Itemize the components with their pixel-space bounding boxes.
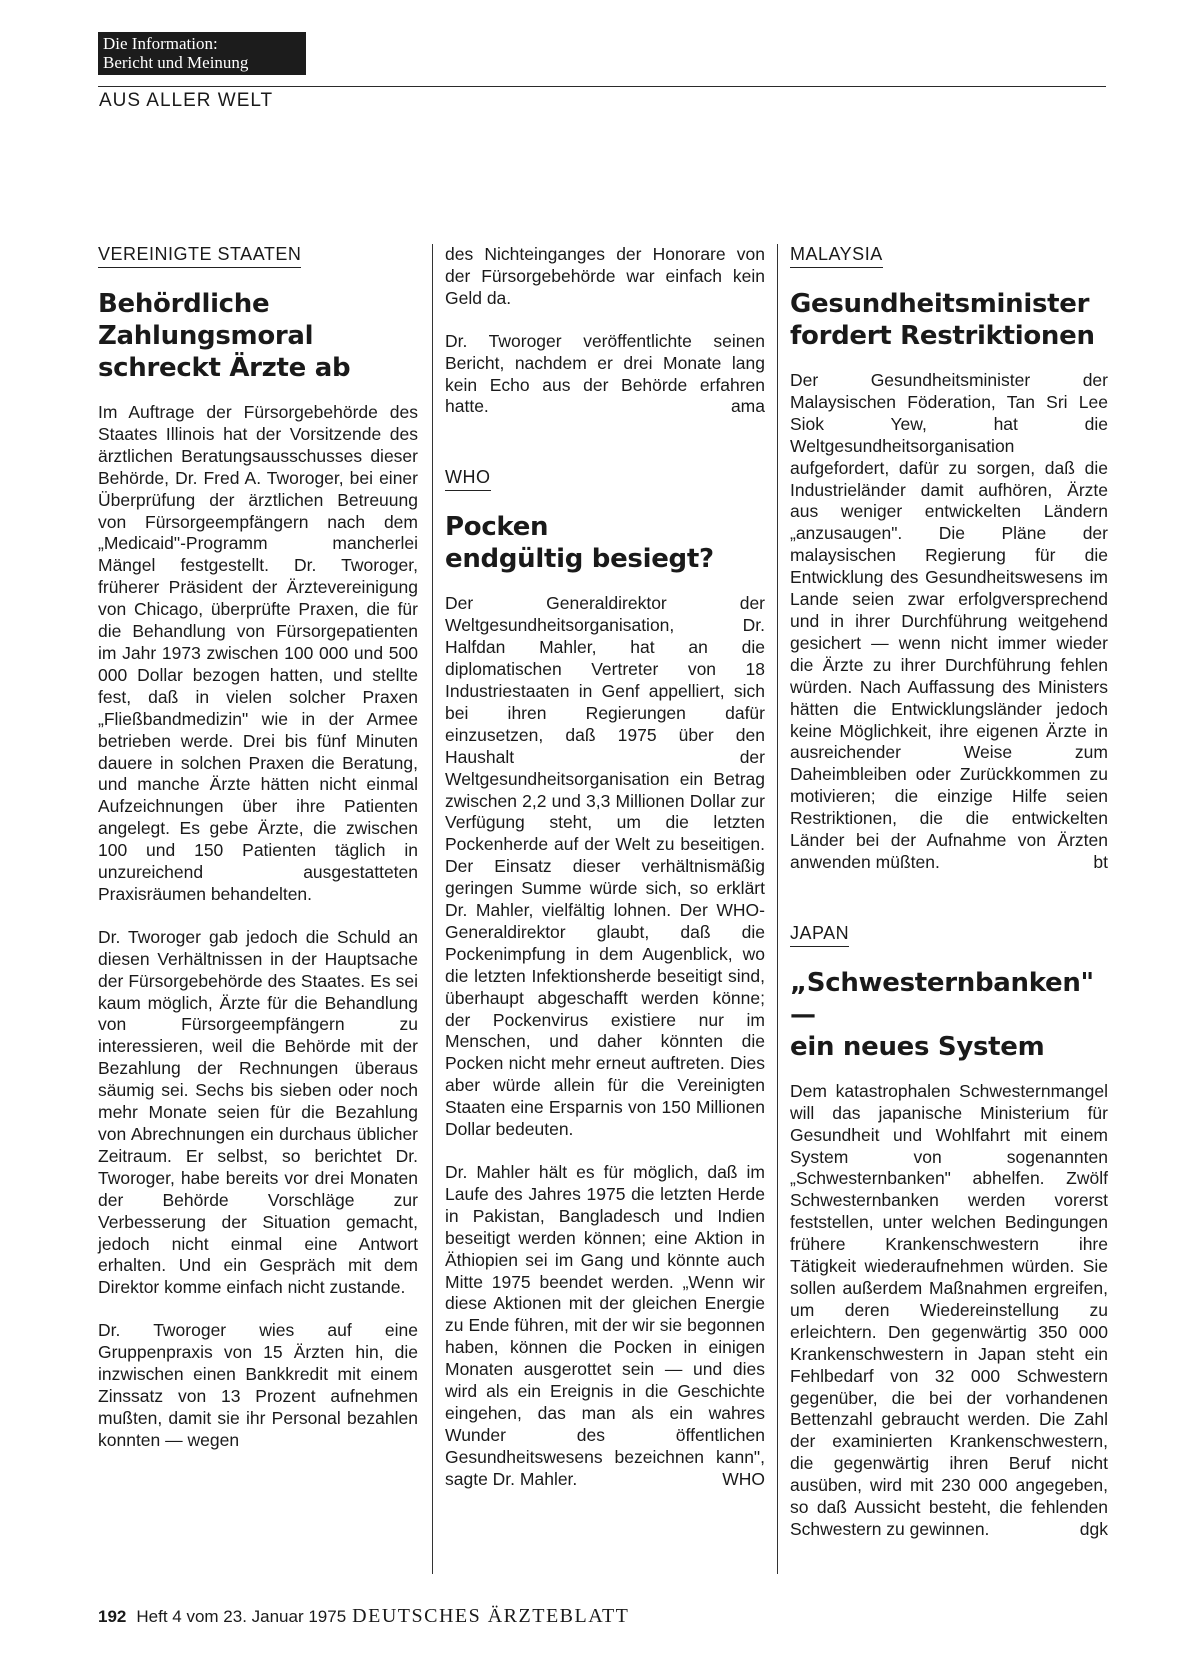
brand-line-2: Bericht und Meinung	[103, 53, 249, 72]
headline-line: Behördliche	[98, 289, 270, 319]
headline-line: schreckt Ärzte ab	[98, 353, 351, 383]
column-divider-1	[432, 244, 433, 1574]
author-signature: dgk	[1079, 1518, 1108, 1539]
paragraph-text: Dr. Tworoger veröffentlichte seinen Bericht, nachdem er drei Monate lang kein Echo aus der Behörde erfahren hatte.	[445, 330, 765, 417]
paragraph: Dr. Tworoger gab jedoch die Schuld an diesen Verhältnissen in der Hauptsache der Fürsorgebehörde des Staates. Es sei kaum möglich, Ärzte für die Behandlung von Fürsorgeempfängern zu interessieren, weil die Behörde mit der Bezahlung der Rechnungen überaus säumig sei. Sechs bis sieben oder noch mehr Monate seien für die Bezahlung von Abrechnungen ein durchaus üblicher Zeitraum. Er selbst, so berichtet Dr. Tworoger, habe bereits vor drei Monaten der Behörde Vorschläge zur Verbesserung der Situation gemacht, jedoch nicht einmal eine Antwort erhalten. Und ein Gespräch mit dem Direktor komme einfach nicht zustande.	[98, 926, 418, 1298]
article-usa-continued	[445, 244, 765, 418]
headline-line: „Schwesternbanken" —	[790, 967, 1094, 1030]
paragraph	[445, 1162, 765, 1491]
page-footer	[98, 1605, 629, 1628]
section-label: AUS ALLER WELT	[99, 90, 274, 111]
country-label: JAPAN	[790, 923, 849, 947]
brand-box	[98, 32, 306, 75]
top-rule	[98, 86, 1106, 87]
paragraph-text: Der Gesundheitsminister der Malaysischen Föderation, Tan Sri Lee Siok Yew, hat die Weltgesundheitsorganisation aufgefordert, dafür zu sorgen, daß die Industrieländer damit aufhören, Ärzte aus weniger entwickelten Ländern „anzusaugen". Die Pläne der malaysischen Regierung für die Entwicklung des Gesundheitswesens im Lande seien zwar erfolgversprechend und in ihrer Durchführung weitgehend gesichert — wenn nicht immer wieder die Ärzte zu ihrer Durchführung fehlen würden. Nach Auffassung des Ministers hätten die Entwicklungsländer jedoch keine Möglichkeit, ihre eigenen Ärzte in ausreichender Weise zum Daheimbleiben oder Zurückkommen zu motivieren; die einzige Hilfe seien Restriktionen, die die entwickelten Länder bei der Aufnahme von Ärzten anwenden müßten.	[790, 370, 1108, 872]
headline-line: Pocken	[445, 512, 549, 543]
country-label: MALAYSIA	[790, 244, 883, 268]
author-signature: WHO	[722, 1468, 765, 1489]
page-number: 192	[98, 1607, 127, 1626]
author-signature: ama	[730, 396, 765, 417]
headline	[98, 288, 418, 384]
headline-line: endgültig besiegt?	[445, 544, 714, 575]
paragraph: Im Auftrage der Fürsorgebehörde des Staates Illinois hat der Vorsitzende des ärztlichen Beratungsausschusses dieser Behörde, Dr. Fred A. Tworoger, bei einer Überprüfung der ärztlichen Betreuung von Fürsorgeempfängern nach dem „Medicaid"-Programm mancherlei Mängel festgestellt. Dr. Tworoger, früherer Präsident der Ärztevereinigung von Chicago, überprüfte Praxen, die für die Behandlung von Fürsorgepatienten im Jahr 1973 zwischen 100 000 und 500 000 Dollar bezogen hatten, und stellte fest, daß in vielen solcher Praxen „Fließbandmedizin" wie in der Armee betrieben werde. Drei bis fünf Minuten dauere in solchen Praxen die Beratung, und manche Ärzte hätten nicht einmal Aufzeichnungen über ihre Patienten angelegt. Es gebe Ärzte, die zwischen 100 und 150 Patienten täglich in unzureichend ausgestatteten Praxisräumen behandelten.	[98, 402, 418, 904]
headline-line: fordert Restriktionen	[790, 321, 1095, 351]
headline	[445, 511, 765, 575]
paragraph-text: Dem katastrophalen Schwesternmangel will das japanische Ministerium für Gesundheit und Wohlfahrt mit einem System von sogenannten „Schwesternbanken" abhelfen. Zwölf Schwesternbanken werden vorerst feststellen, unter welchen Bedingungen frühere Krankenschwestern ihre Tätigkeit wiederaufnehmen würden. Sie sollen außerdem Maßnahmen ergreifen, um deren Wiedereinstellung zu erleichtern. Den gegenwärtig 350 000 Krankenschwestern in Japan steht ein Fehlbedarf von 32 000 Schwestern gegenüber, die bei der vorhandenen Bettenzahl gebraucht werden. Die Zahl der examinierten Krankenschwestern, die gegenwärtig ihren Beruf nicht ausüben, wird mit 230 000 angegeben, so daß Aussicht besteht, die fehlenden Schwestern zu gewinnen.	[790, 1080, 1108, 1539]
column-divider-2	[777, 244, 778, 1574]
journal-name: DEUTSCHES ÄRZTEBLATT	[352, 1605, 630, 1627]
headline-line: Gesundheitsminister	[790, 289, 1090, 319]
column-2	[445, 244, 765, 1512]
country-label: WHO	[445, 467, 491, 491]
paragraph	[790, 370, 1108, 874]
column-1	[98, 244, 418, 1473]
issue-info: Heft 4 vom 23. Januar 1975	[136, 1607, 347, 1626]
headline	[790, 288, 1108, 352]
country-label: VEREINIGTE STAATEN	[98, 244, 301, 268]
headline-line: Zahlungsmoral	[98, 321, 314, 351]
author-signature: bt	[1093, 851, 1108, 872]
paragraph	[445, 331, 765, 419]
paragraph: Dr. Tworoger wies auf eine Gruppenpraxis von 15 Ärzten hin, die inzwischen einen Bankkredit mit einem Zinssatz von 13 Prozent aufnehmen mußten, damit sie ihr Personal bezahlen konnten — wegen	[98, 1320, 418, 1450]
article-malaysia	[790, 244, 1108, 874]
column-3	[790, 244, 1108, 1562]
paragraph-text: Dr. Mahler hält es für möglich, daß im Laufe des Jahres 1975 die letzten Herde in Pakistan, Bangladesch und Indien beseitigt werden können; eine Aktion in Äthiopien sei im Gang und könnte auch Mitte 1975 beendet werden. „Wenn wir diese Aktionen mit der gleichen Energie zu Ende führen, mit der wir sie begonnen haben, können die Pocken in einigen Monaten ausgerottet sein — und dies wird als ein Ereignis in die Geschichte eingehen, das man als ein wahres Wunder des öffentlichen Gesundheitswesens bezeichnen kann", sagte Dr. Mahler.	[445, 1162, 765, 1489]
headline	[790, 967, 1108, 1063]
paragraph	[790, 1081, 1108, 1541]
brand-line-1: Die Information:	[103, 34, 218, 53]
article-usa	[98, 244, 418, 1452]
paragraph: Der Generaldirektor der Weltgesundheitsorganisation, Dr. Halfdan Mahler, hat an die diplomatischen Vertreter von 18 Industriestaaten in Genf appelliert, sich bei ihren Regierungen dafür einzusetzen, daß 1975 über den Haushalt der Weltgesundheitsorganisation ein Betrag zwischen 2,2 und 3,3 Millionen Dollar zur Verfügung steht, um die letzten Pockenherde auf der Welt zu beseitigen. Der Einsatz dieser verhältnismäßig geringen Summe würde sich, so erklärt Dr. Mahler, vielfältig lohnen. Der WHO-Generaldirektor glaubt, daß die Pockenimpfung in dem Augenblick, wo die letzten Infektionsherde beseitigt sind, überhaupt abgeschafft werden könne; der Pockenvirus existiere nur im Menschen, und daher könnten die Pocken nicht mehr erneut auftreten. Dies aber würde allein für die Vereinigten Staaten eine Ersparnis von 150 Millionen Dollar bedeuten.	[445, 593, 765, 1140]
article-japan	[790, 923, 1108, 1541]
article-who	[445, 467, 765, 1490]
headline-line: ein neues System	[790, 1031, 1045, 1062]
paragraph: des Nichteinganges der Honorare von der Fürsorgebehörde war einfach kein Geld da.	[445, 244, 765, 308]
